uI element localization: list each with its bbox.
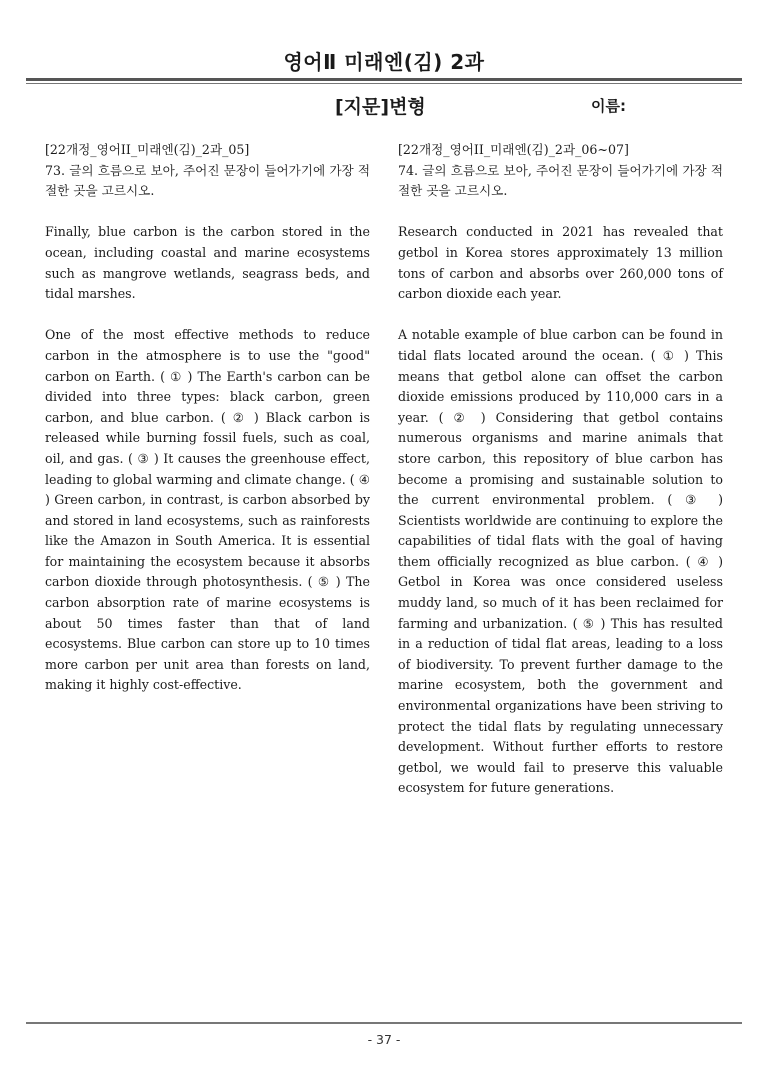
question-prompt-74: 74. 글의 흐름으로 보아, 주어진 문장이 들어가기에 가장 적절한 곳을 고르시오. [398,162,723,199]
section-subtitle: [지문]변형 [335,96,426,118]
question-source-73: [22개정_영어II_미래엔(김)_2과_05] [45,142,250,157]
given-sentence-73: Finally, blue carbon is the carbon stored in the ocean, including coastal and marine ecosystems such as mangrove wetlands, seagrass beds, and tidal marshes. [45,224,370,302]
passage-73: One of the most effective methods to reduce carbon in the atmosphere is to use the "good" carbon on Earth. ( ① ) The Earth's carbon can be divided into three types: black carbon, green carbon, and blue carbon. ( ② ) Black carbon is released while burning fossil fuels, such as coal, oil, and gas. ( ③ ) It causes the greenhouse effect, leading to global warming and climate change. ( ④ ) Green carbon, in contrast, is carbon absorbed by and stored in land ecosystems, such as rainforests like the Amazon in South America. It is essential for maintaining the ecosystem because it absorbs carbon dioxide through photosynthesis. ( ⑤ ) The carbon absorption rate of marine ecosystems is about 50 times faster than that of land ecosystems. Blue carbon can store up to 10 times more carbon per unit area than forests on land, making it highly cost-effective. [45,327,370,693]
left-column [45,140,370,696]
header-rule-thin [26,83,742,84]
page-number: - 37 - [367,1032,401,1047]
right-column [398,140,723,799]
header-rule [26,78,742,81]
passage-74: A notable example of blue carbon can be found in tidal flats located around the ocean. ( ① ) This means that getbol alone can offset the carbon dioxide emissions produced by 110,000 cars in a year. ( ② ) Considering that getbol contains numerous organisms and marine animals that store carbon, this repository of blue carbon has become a promising and sustainable solution to the current environmental problem. ( ③ ) Scientists worldwide are continuing to explore the capabilities of tidal flats with the goal of having them officially recognized as blue carbon. ( ④ ) Getbol in Korea was once considered useless muddy land, so much of it has been reclaimed for farming and urbanization. ( ⑤ ) This has resulted in a reduction of tidal flat areas, leading to a loss of biodiversity. To prevent further damage to the marine ecosystem, both the government and environmental organizations have been striving to protect the tidal flats by regulating unnecessary development. Without further efforts to restore getbol, we would fail to preserve this valuable ecosystem for future generations. [398,327,723,796]
footer-rule [26,1022,742,1024]
given-sentence-74: Research conducted in 2021 has revealed that getbol in Korea stores approximately 13 million tons of carbon and absorbs over 260,000 tons of carbon dioxide each year. [398,224,723,302]
question-source-74: [22개정_영어II_미래엔(김)_2과_06~07] [398,142,629,157]
question-prompt-73: 73. 글의 흐름으로 보아, 주어진 문장이 들어가기에 가장 적절한 곳을 고르시오. [45,162,370,199]
page-title: 영어Ⅱ 미래엔(김) 2과 [283,50,485,74]
name-label: 이름: [591,97,626,115]
